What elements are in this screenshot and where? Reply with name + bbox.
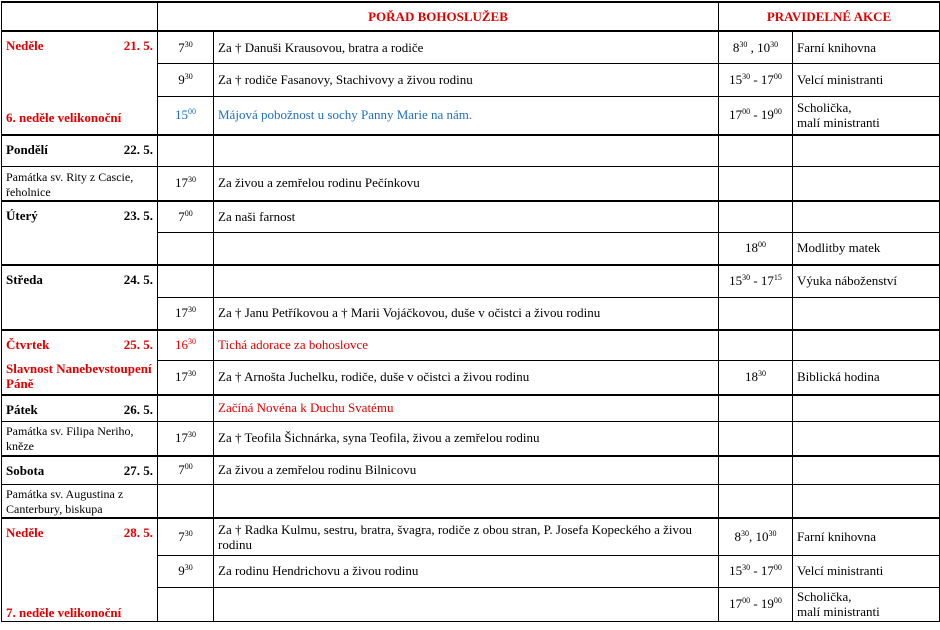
- intention-text: Za živou a zemřelou rodinu Pečínkovu: [214, 166, 719, 201]
- day-cell-mon: [2, 135, 158, 166]
- intention-text: Tichá adorace za bohoslovce: [214, 330, 719, 361]
- activity-name: Modlitby matek: [793, 233, 940, 265]
- day-header: Neděle 28. 5.: [6, 525, 153, 540]
- day-header: Čtvrtek 25. 5.: [6, 336, 153, 352]
- time-cell: $17^{30}$: [158, 298, 214, 330]
- day-memo: Památka sv. Augustina z Canterbury, biskupa: [2, 485, 158, 519]
- header-row: [2, 2, 940, 31]
- activity-name: Výuka náboženství: [793, 265, 940, 298]
- day-memo: Památka sv. Rity z Cascie, řeholnice: [2, 166, 158, 201]
- intention-text: Za naši farnost: [214, 201, 719, 233]
- intention-text: Za † rodiče Fasanovy, Stachivovy a živou rodinu: [214, 64, 719, 97]
- day-cell-wed: [2, 265, 158, 330]
- activity-time: $15^{30} - 17^{15}$: [719, 265, 793, 298]
- intention-text: Za živou a zemřelou rodinu Bilnicovu: [214, 456, 719, 485]
- day-cell-thu: [2, 330, 158, 395]
- table-row: [2, 31, 940, 64]
- activity-name: Biblická hodina: [793, 361, 940, 395]
- activity-time: $15^{30} - 17^{00}$: [719, 555, 793, 587]
- time-cell: $17^{30}$: [158, 361, 214, 395]
- time-cell: $7^{30}$: [158, 518, 214, 555]
- day-cell-tue: [2, 201, 158, 265]
- activity-time: $15^{30} - 17^{00}$: [719, 64, 793, 97]
- header-services: POŘAD BOHOSLUŽEB: [158, 2, 719, 31]
- time-cell: $7^{00}$: [158, 456, 214, 485]
- day-cell-sun2: [2, 518, 158, 622]
- day-memo: Památka sv. Filipa Neriho, kněze: [2, 422, 158, 456]
- day-header: Pátek 26. 5.: [6, 401, 153, 417]
- table-row: [2, 166, 940, 201]
- table-row: [2, 485, 940, 519]
- activity-name: Farní knihovna: [793, 31, 940, 64]
- activity-name: Scholička, malí ministranti: [793, 587, 940, 621]
- day-header: Středa 24. 5.: [6, 271, 153, 287]
- time-cell: $15^{00}$: [158, 96, 214, 135]
- schedule-table: [1, 1, 940, 622]
- time-cell: $17^{30}$: [158, 422, 214, 456]
- time-cell: $17^{30}$: [158, 166, 214, 201]
- day-note: 7. neděle velikonoční: [6, 605, 122, 620]
- day-date: 21. 5.: [123, 38, 153, 53]
- day-header: Pondělí 22. 5.: [6, 142, 153, 157]
- intention-text: Za rodinu Hendrichovu a živou rodinu: [214, 555, 719, 587]
- day-name: Neděle: [6, 38, 44, 53]
- header-activities: PRAVIDELNÉ AKCE: [719, 2, 940, 31]
- time-cell: $9^{30}$: [158, 64, 214, 97]
- table-row: [2, 265, 940, 298]
- day-header: Úterý 23. 5.: [6, 207, 153, 223]
- activity-time: $8^{30}$ , $10^{30}$: [719, 31, 793, 64]
- activity-name: Scholička, malí ministranti: [793, 96, 940, 135]
- table-row: [2, 330, 940, 361]
- time-cell: $9^{30}$: [158, 555, 214, 587]
- table-row: [2, 395, 940, 422]
- time-cell: $16^{30}$: [158, 330, 214, 361]
- table-row: [2, 422, 940, 456]
- header-blank: [2, 2, 158, 31]
- activity-time: $18^{30}$: [719, 361, 793, 395]
- intention-text: Za † Radka Kulmu, sestru, bratra, švagra, rodiče z obou stran, P. Josefa Kopeckého a živou rodinu: [214, 518, 719, 555]
- table-row: [2, 456, 940, 485]
- intention-text: Májová pobožnost u sochy Panny Marie na nám.: [214, 96, 719, 135]
- day-cell-sun1: [2, 31, 158, 135]
- intention-text: Za † Danuši Krausovou, bratra a rodiče: [214, 31, 719, 64]
- table-row: [2, 201, 940, 233]
- day-cell-fri: [2, 395, 158, 422]
- activity-name: Velcí ministranti: [793, 64, 940, 97]
- intention-text: Začíná Novéna k Duchu Svatému: [214, 395, 719, 422]
- table-row: [2, 518, 940, 555]
- intention-text: Za † Janu Petříkovou a † Marii Vojáčkovou, duše v očistci a živou rodinu: [214, 298, 719, 330]
- activity-time: $18^{00}$: [719, 233, 793, 265]
- table-row: [2, 135, 940, 166]
- activity-name: Farní knihovna: [793, 518, 940, 555]
- time-cell: $7^{30}$: [158, 31, 214, 64]
- intention-text: Za † Arnošta Juchelku, rodiče, duše v očistci a živou rodinu: [214, 361, 719, 395]
- time-cell: $7^{00}$: [158, 201, 214, 233]
- activity-time: $17^{00} - 19^{00}$: [719, 587, 793, 621]
- day-note: Slavnost Nanebevstoupení Páně: [6, 360, 152, 391]
- day-cell-sat: [2, 456, 158, 485]
- day-header: [6, 38, 153, 54]
- activity-name: Velcí ministranti: [793, 555, 940, 587]
- day-note: 6. neděle velikonoční: [6, 110, 122, 125]
- intention-text: Za † Teofila Šichnárka, syna Teofila, živou a zemřelou rodinu: [214, 422, 719, 456]
- day-header: Sobota 27. 5.: [6, 462, 153, 478]
- activity-time: $8^{30}$, $10^{30}$: [719, 518, 793, 555]
- activity-time: $17^{00} - 19^{00}$: [719, 96, 793, 135]
